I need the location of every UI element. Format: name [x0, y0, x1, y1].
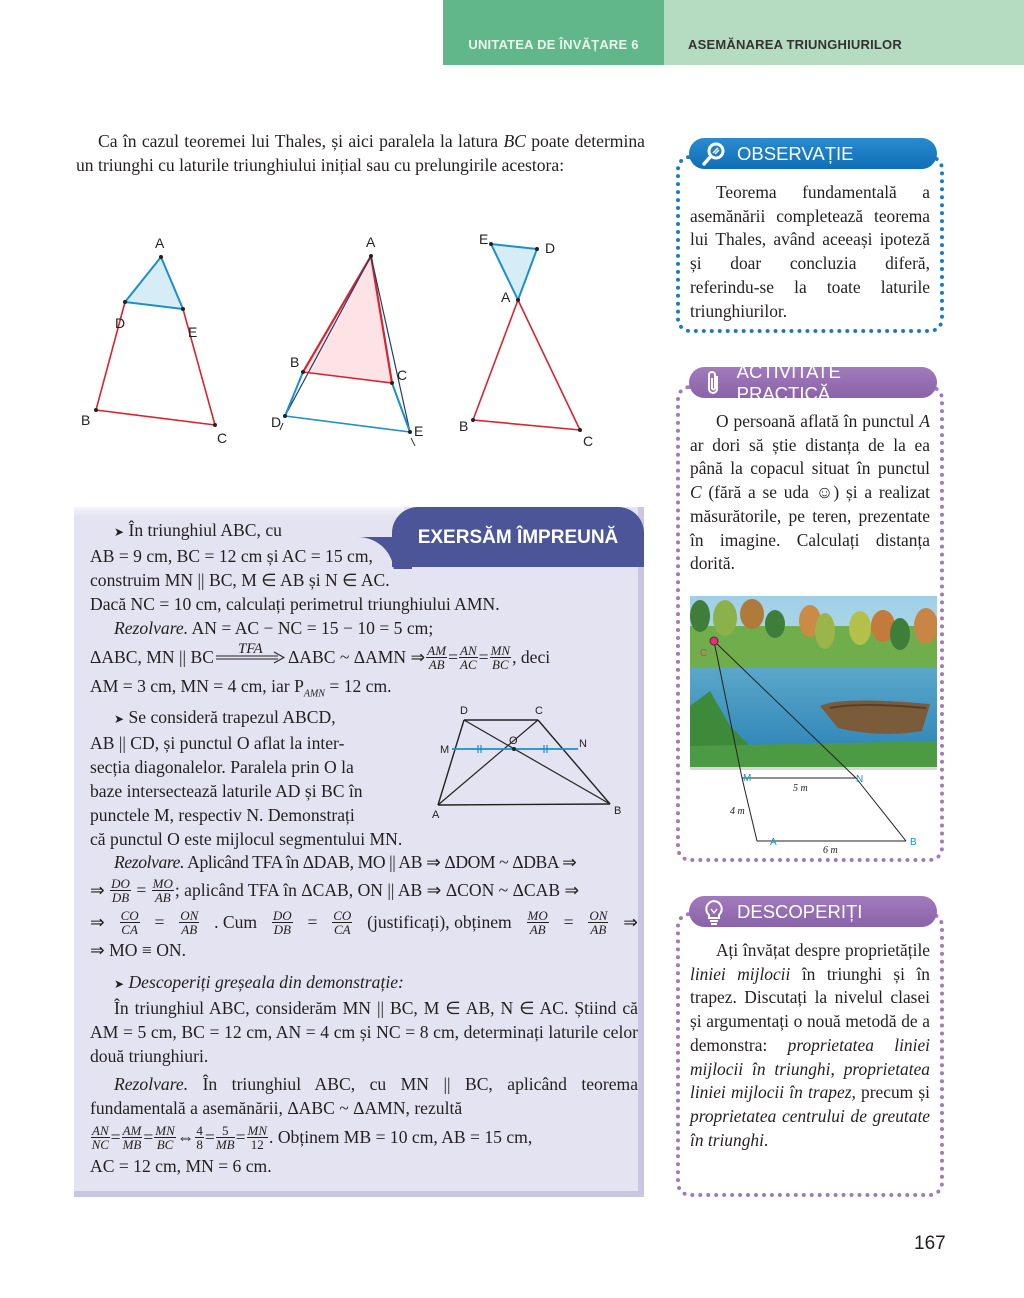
scene-label-a: A [770, 837, 777, 848]
fig1-label-e: E [188, 324, 198, 340]
fig3-label-c: C [583, 433, 594, 449]
trap-label-a: A [432, 809, 440, 821]
fig3-label-a: A [501, 289, 511, 305]
ex1-sol1 [90, 616, 638, 640]
frac-5-mb: $\frac{5}{MB}$ [215, 1122, 235, 1152]
frac-do-db-2: $\frac{DO}{DB}$ [272, 907, 292, 937]
frac-an-ac: $\frac{AN}{AC}$ [460, 642, 477, 672]
frac-mo-ab-2: $\frac{MO}{AB}$ [527, 907, 548, 937]
trapezoid-diagram [432, 702, 632, 822]
trap-label-o: O [509, 735, 518, 747]
scene-label-c: C [700, 648, 708, 659]
activitate-text: O persoană aflată în punctul A ar dori să știe distanța de la ea până la copacul situat în punctul C (fără a se uda ☺) și a realizat măsurătorile, pe teren, prezentate în imagine. Calculați distanța dorită. [690, 411, 930, 574]
exercise-2 [90, 705, 440, 851]
ex2-s2-text: ; aplicând TFA în ΔCAB, ON || AB ⇒ ΔCON ~ ΔCAB ⇒ [174, 880, 580, 900]
ex3-s2-text: . Obținem MB = 10 cm, AB = 15 cm, [269, 1127, 533, 1147]
intro-text: Ca în cazul teoremei lui Thales, și aici paralela la latura [98, 131, 504, 151]
ex3-s1: În triunghiul ABC, cu MN || BC, aplicând teorema fundamentală a asemănării, ΔABC ~ ΔAMN, rezultă [90, 1074, 638, 1118]
exercise-3 [90, 970, 638, 1178]
fig2-label-d: D [271, 414, 282, 430]
ex2-l3: secția diagonalelor. Paralela prin O la [90, 757, 354, 777]
frac-on-ab-2: $\frac{ON}{AB}$ [589, 907, 608, 937]
ex1-sol3b: = 12 cm. [324, 676, 392, 696]
trap-label-d: D [460, 705, 468, 717]
ex1-l3: construim MN || BC, M ∈ AB și N ∈ AC. [90, 570, 390, 590]
fig3-label-b: B [459, 418, 469, 434]
frac-do-db: $\frac{DO}{DB}$ [111, 875, 130, 905]
ex2-l6: că punctul O este mijlocul segmentului MN. [90, 829, 403, 849]
ex3-title-wrap [90, 970, 638, 996]
bullet-arrow-icon: ➤ [114, 977, 125, 991]
fig2-label-a: A [366, 234, 376, 250]
frac-mn-12: $\frac{MN}{12}$ [247, 1122, 268, 1152]
frac-co-ca-2: $\frac{CO}{CA}$ [333, 907, 352, 937]
exercise-2-solution [90, 850, 638, 962]
unit-label [443, 0, 664, 65]
intro-bc: BC [503, 131, 526, 151]
ex2-sol-label: Rezolvare. [114, 852, 185, 872]
frac-mo-ab: $\frac{MO}{AB}$ [152, 875, 173, 905]
tfa-label: TFA [237, 641, 263, 657]
ex2-l5: punctele M, respectiv N. Demonstrați [90, 805, 355, 825]
ex2-s3: ⇒ $\frac{CO}{CA}$ = $\frac{ON}{AB}$ . Cum $\frac{DO}{DB}$ = $\frac{CO}{CA}$ (justificați), obținem $\frac{MO}{AB}$ = $\frac{ON}{AB}$ ⇒ [90, 907, 638, 937]
trap-label-n: N [579, 738, 587, 750]
scene-mn-length: 5 m [793, 783, 808, 794]
ex2-s1-text: Aplicând TFA în ΔDAB, MO || AB ⇒ ΔDOM ~ ΔDBA ⇒ [184, 852, 577, 872]
ex1-l2: AB = 9 cm, BC = 12 cm și AC = 15 cm, [90, 546, 373, 566]
frac-co-ca: $\frac{CO}{CA}$ [120, 907, 139, 937]
fig2-label-b: B [290, 354, 300, 370]
ex1-sol2b: ΔABC ~ ΔAMN ⇒ [287, 647, 426, 667]
scene-am-length: 4 m [730, 806, 745, 817]
ex2-s1 [90, 850, 638, 874]
figure-2 [271, 234, 423, 446]
paperclip-icon [699, 370, 729, 396]
page-number: 167 [914, 1233, 946, 1254]
fig3-label-e: E [479, 231, 489, 247]
ex2-l2: AB || CD, și punctul O aflat la inter- [90, 733, 345, 753]
point-c-marker [710, 637, 718, 645]
ex1-sol-label: Rezolvare. [114, 618, 189, 638]
activitate-header [689, 360, 937, 404]
frac-mn-bc-2: $\frac{MN}{BC}$ [155, 1122, 175, 1152]
observatie-text: Teorema fundamentală a asemănării completează teorema lui Thales, având aceeași ipoteză și doar concluzia diferă, referindu-se la toate laturile triunghiurilor. [690, 182, 930, 321]
ex1-l4: Dacă NC = 10 cm, calculați perimetrul triunghiului AMN. [90, 594, 500, 614]
fig2-label-c: C [397, 367, 408, 383]
ex1-sub: AMN [303, 688, 325, 700]
ex2-l1: Se consideră trapezul ABCD, [128, 707, 336, 727]
fig1-label-b: B [81, 412, 91, 428]
thales-triangles-figure [75, 230, 645, 460]
frac-on-ab: $\frac{ON}{AB}$ [180, 907, 199, 937]
ex1-sol3a: AM = 3 cm, MN = 4 cm, iar P [90, 676, 304, 696]
ex2-s4: ⇒ MO ≡ ON. [90, 940, 187, 960]
fig2-label-e: E [414, 423, 424, 439]
chapter-title [664, 0, 1024, 65]
lake-scene-diagram [690, 596, 937, 862]
exercise-tab-label: EXERSĂM ÎMPREUNĂ [417, 527, 619, 548]
unit-label-text: UNITATEA DE ÎNVĂȚARE 6 [468, 37, 639, 52]
figure-1 [81, 235, 227, 446]
fig2-de [285, 416, 410, 432]
scene-label-b: B [910, 837, 917, 848]
activitate-title: ACTIVITATE PRACTICĂ [736, 360, 841, 404]
ex2-just: (justificați), obținem [367, 912, 512, 932]
chapter-title-text: ASEMĂNAREA TRIUNGHIURILOR [688, 37, 902, 52]
observatie-header [689, 138, 937, 169]
ex1-sol2a: ΔABC, MN || BC [90, 647, 214, 667]
ex1-sol2: ΔABC, MN || BC TFA ΔABC ~ ΔAMN ⇒ $\frac{AM}{AB}$ = $\frac{AN}{AC}$ = $\frac{MN}{BC}$ , deci [90, 640, 638, 674]
ex3-title: Descoperiți greșeala din demonstrație: [128, 972, 404, 992]
fig1-label-d: D [115, 315, 126, 331]
ex2-l4: baze intersectează laturile AD și BC în [90, 781, 363, 801]
frac-mn-bc: $\frac{MN}{BC}$ [490, 642, 511, 672]
exercise-1 [90, 518, 638, 707]
trap-label-m: M [440, 744, 450, 756]
tfa-arrow [216, 641, 286, 669]
trap-label-b: B [614, 805, 622, 817]
lake-illustration [690, 596, 937, 770]
scene-ab-length: 6 m [823, 845, 838, 856]
magnifier-icon [699, 141, 729, 167]
fig2-fill [303, 256, 392, 383]
ex3-sol [90, 1072, 638, 1120]
scene-label-n: N [856, 774, 864, 785]
ex1-deci: , deci [512, 647, 551, 667]
ex1-sol1-text: AN = AC − NC = 15 − 10 = 5 cm; [188, 618, 434, 638]
ex2-s2: ⇒ $\frac{DO}{DB}$ = $\frac{MO}{AB}$ ; aplicând TFA în ΔCAB, ON || AB ⇒ ΔCON ~ ΔCAB ⇒ [90, 875, 580, 905]
scene-label-m: M [743, 773, 752, 784]
bullet-arrow-icon: ➤ [114, 525, 125, 539]
intro-paragraph [76, 129, 645, 177]
ex3-sol-label: Rezolvare. [114, 1074, 189, 1094]
fig1-label-a: A [155, 235, 165, 251]
descoperiti-header [689, 896, 937, 927]
trap-label-c: C [535, 705, 543, 717]
frac-4-8: $\frac{4}{8}$ [196, 1122, 203, 1152]
ex3-s2: $\frac{AN}{NC}$ = $\frac{AM}{MB}$ = $\frac{MN}{BC}$ ⇔ $\frac{4}{8}$ = $\frac{5}{MB}$ = $\frac{MN}{12}$ . Obținem MB = 10 cm, AB = 15 cm, [91, 1122, 533, 1152]
fig3-label-d: D [545, 240, 556, 256]
descoperiti-text: Ați învățat despre proprietățile liniei mijlocii în triunghi și în trapez. Discutați la nivelul clasei și argumentați o nouă metodă de a demonstra: proprietatea liniei mijlocii în triunghi, proprietatea liniei mijlocii în trapez, precum și proprietatea centrului de greutate în triunghi. [690, 940, 931, 1150]
ex2-l1-wrap [90, 705, 440, 731]
frac-an-nc: $\frac{AN}{NC}$ [91, 1122, 109, 1152]
bullet-arrow-icon: ➤ [114, 712, 125, 726]
figure-3 [459, 231, 593, 449]
ex2-cum: . Cum [214, 912, 258, 932]
frac-am-ab: $\frac{AM}{AB}$ [427, 642, 447, 672]
frac-am-mb: $\frac{AM}{MB}$ [122, 1122, 142, 1152]
lightbulb-icon [699, 899, 729, 925]
ex3-text: În triunghiul ABC, considerăm MN || BC, M ∈ AB, N ∈ AC. Știind că AM = 5 cm, BC = 12 cm, AN = 4 cm și NC = 8 cm, determinați laturile celor două triunghiuri. [90, 998, 638, 1066]
ex3-s3: AC = 12 cm, MN = 6 cm. [90, 1156, 272, 1176]
fig1-label-c: C [217, 430, 228, 446]
descoperiti-title: DESCOPERIȚI [737, 900, 863, 922]
intro-text-rest: poate determina un triunghi cu laturile triunghiului inițial sau cu prelungirile acestora: [76, 131, 645, 175]
fig1-bc [96, 410, 215, 425]
ex1-l1: În triunghiul ABC, cu [128, 520, 282, 540]
observatie-title: OBSERVAȚIE [737, 142, 854, 164]
ex1-line1 [90, 518, 638, 544]
